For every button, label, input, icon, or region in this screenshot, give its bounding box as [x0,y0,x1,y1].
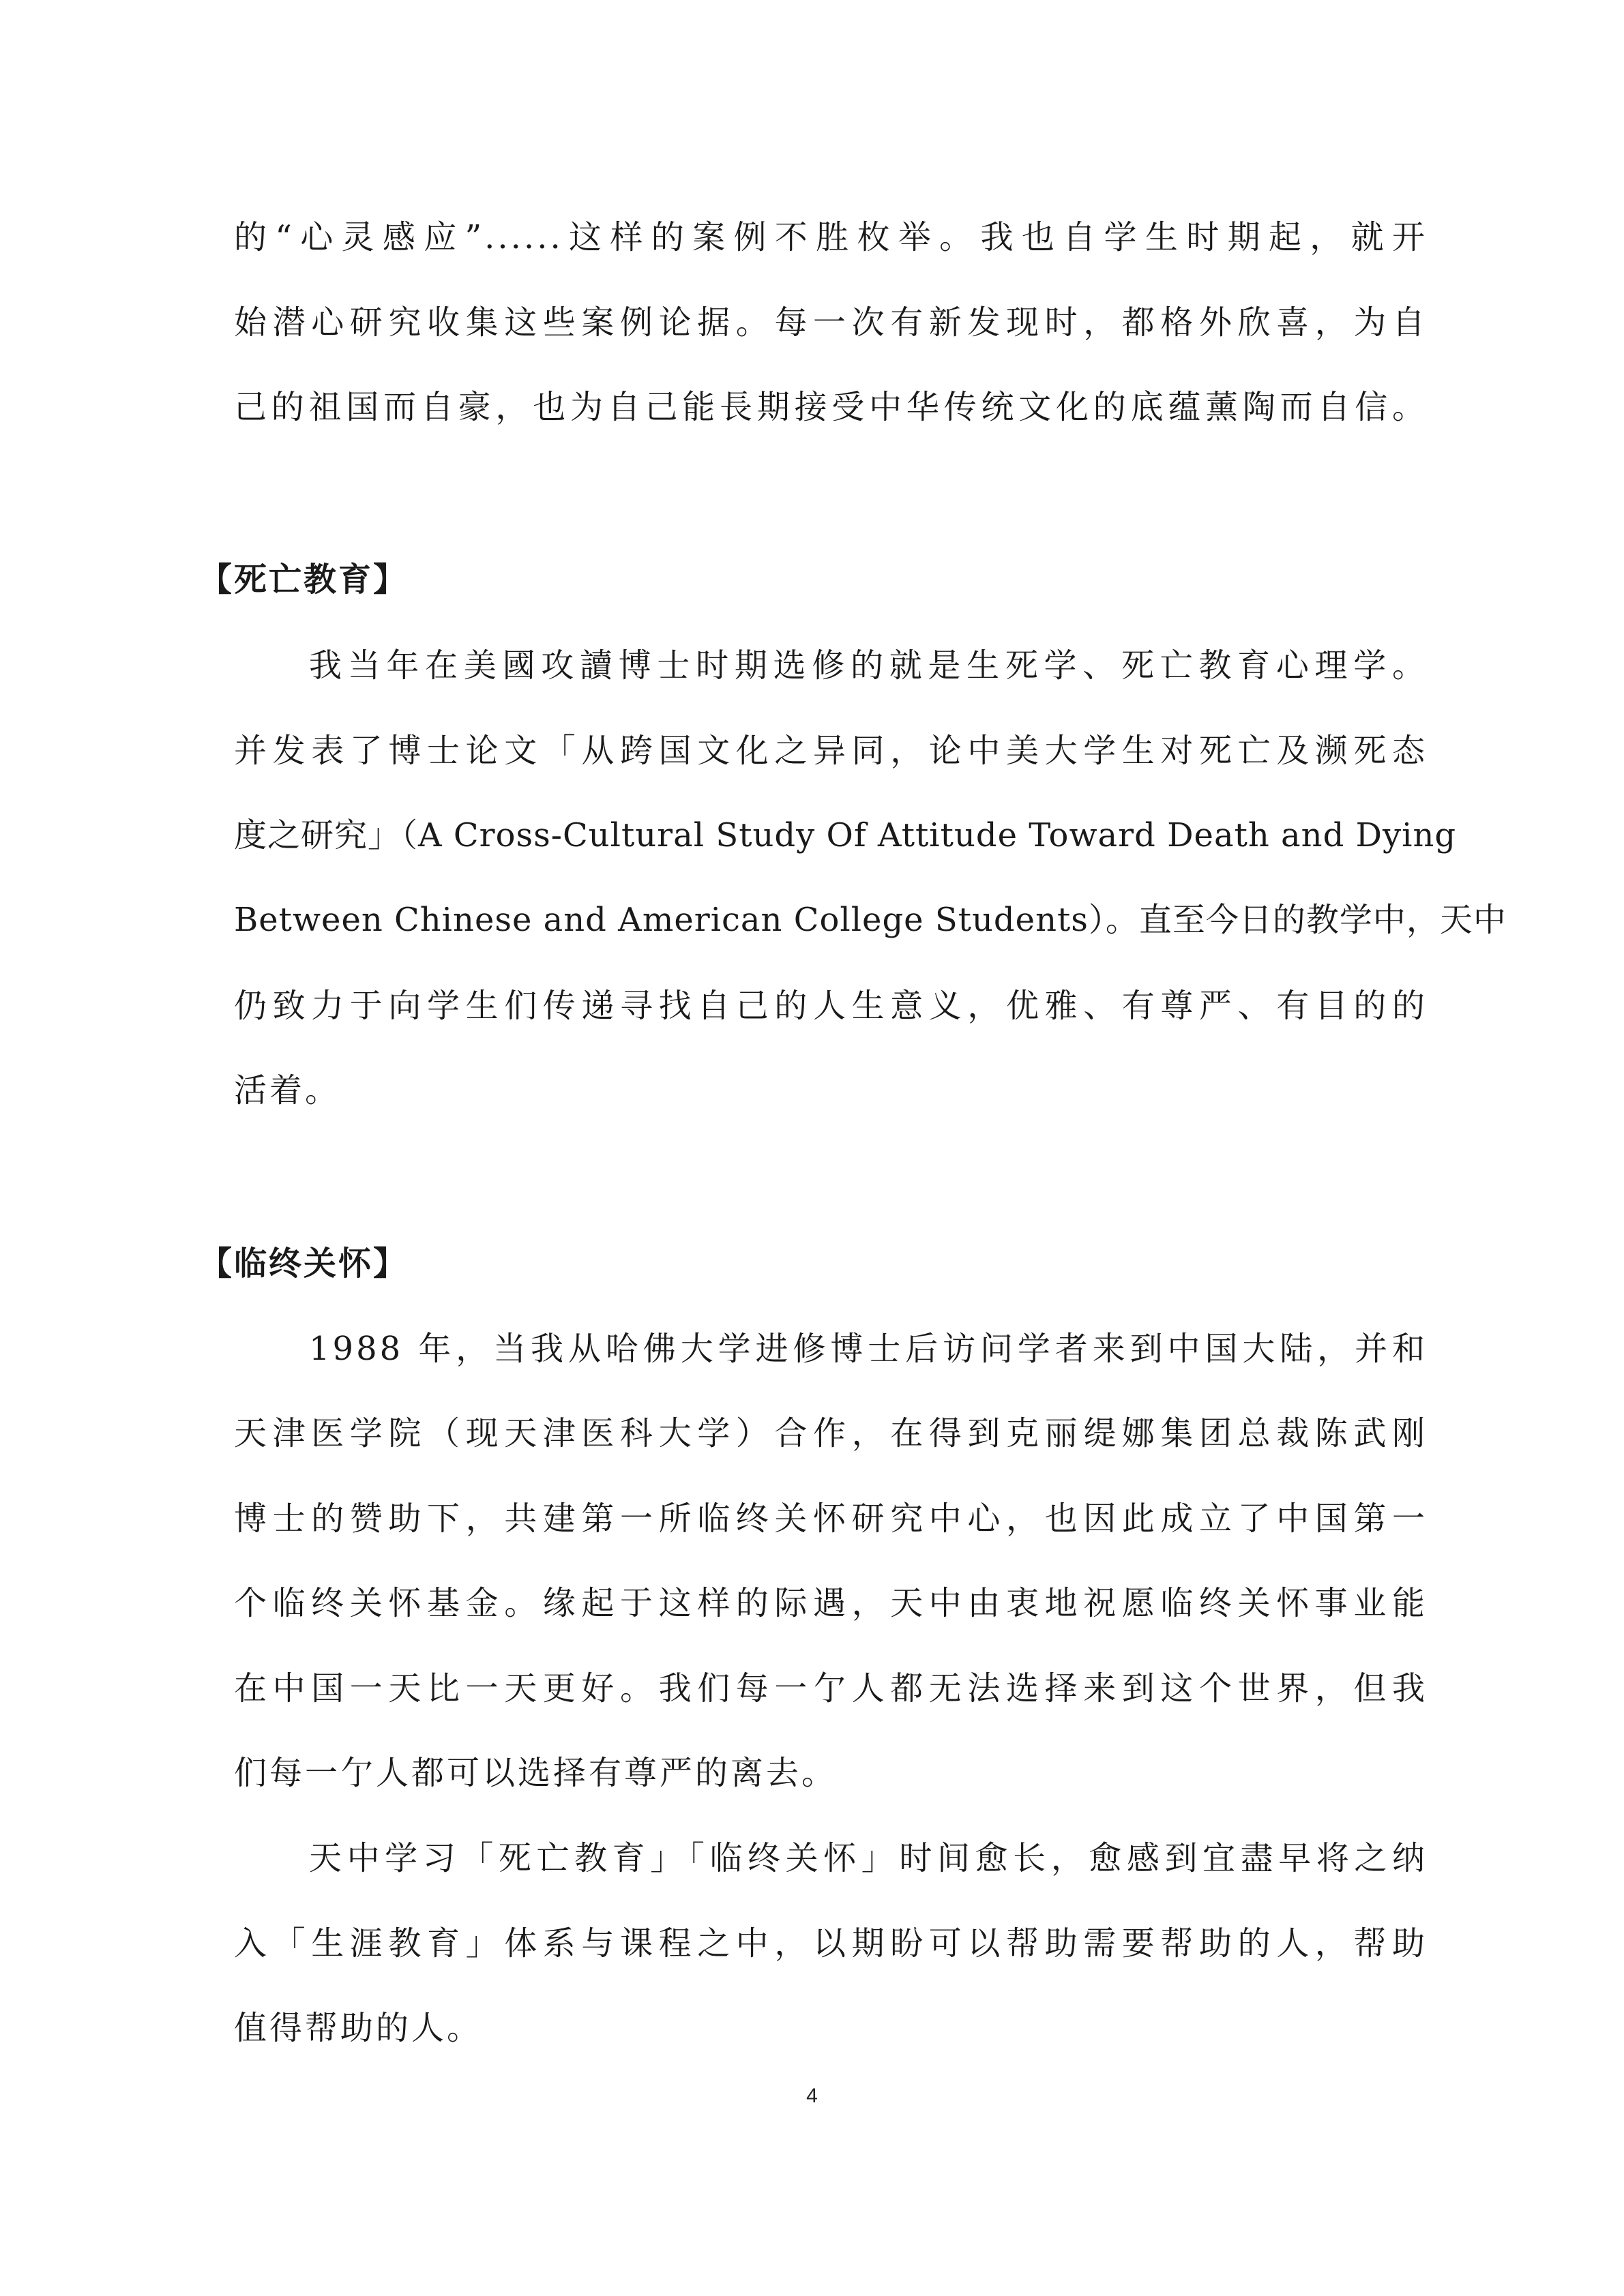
death-education-line-2: 并发表了博士论文「从跨国文化之异同，论中美大学生对死亡及濒死态 [234,732,1428,770]
intro-line-2: 始潜心研究收集这些案例论据。每一次有新发现时，都格外欣喜，为自 [234,303,1428,342]
hospice-p1-line-6: 们每一亇人都可以选择有尊严的离去。 [234,1754,838,1792]
section-heading-hospice-care: 【临终关怀】 [199,1244,409,1283]
section-heading-death-education: 【死亡教育】 [199,561,409,599]
page-number: 4 [806,2085,818,2107]
hospice-p1-line-1: 1988 年，当我从哈佛大学进修博士后访问学者来到中国大陆，并和 [309,1330,1428,1368]
death-education-line-1: 我当年在美國攻讀博士时期选修的就是生死学、死亡教育心理学。 [309,646,1428,685]
hospice-p1-line-4: 个临终关怀基金。缘起于这样的际遇，天中由衷地祝愿临终关怀事业能 [234,1584,1428,1622]
death-education-line-4: Between Chinese and American College Students）。直至今日的教学中，天中 [234,901,1507,939]
death-education-line-3: 度之研究」（A Cross-Cultural Study Of Attitude Toward Death and Dying [234,816,1457,854]
hospice-p1-line-2: 天津医学院（现天津医科大学）合作，在得到克丽缇娜集团总裁陈武刚 [234,1414,1428,1452]
hospice-p2-line-2: 入「生涯教育」体系与课程之中，以期盼可以帮助需要帮助的人，帮助 [234,1924,1428,1963]
intro-line-3: 己的祖国而自豪，也为自己能長期接受中华传统文化的底蕴薰陶而自信。 [234,388,1428,426]
hospice-p1-line-3: 博士的赞助下，共建第一所临终关怀研究中心，也因此成立了中国第一 [234,1500,1428,1538]
death-education-line-5: 仍致力于向学生们传递寻找自己的人生意义，优雅、有尊严、有目的的 [234,987,1428,1025]
intro-line-1: 的“心灵感应”......这样的案例不胜枚举。我也自学生时期起，就开 [234,218,1428,256]
death-education-line-6: 活着。 [234,1071,341,1109]
hospice-p2-line-1: 天中学习「死亡教育」「临终关怀」时间愈长，愈感到宜盡早将之纳 [309,1839,1428,1877]
hospice-p1-line-5: 在中国一天比一天更好。我们每一亇人都无法选择来到这个世界，但我 [234,1669,1428,1708]
hospice-p2-line-3: 值得帮助的人。 [234,2009,483,2047]
